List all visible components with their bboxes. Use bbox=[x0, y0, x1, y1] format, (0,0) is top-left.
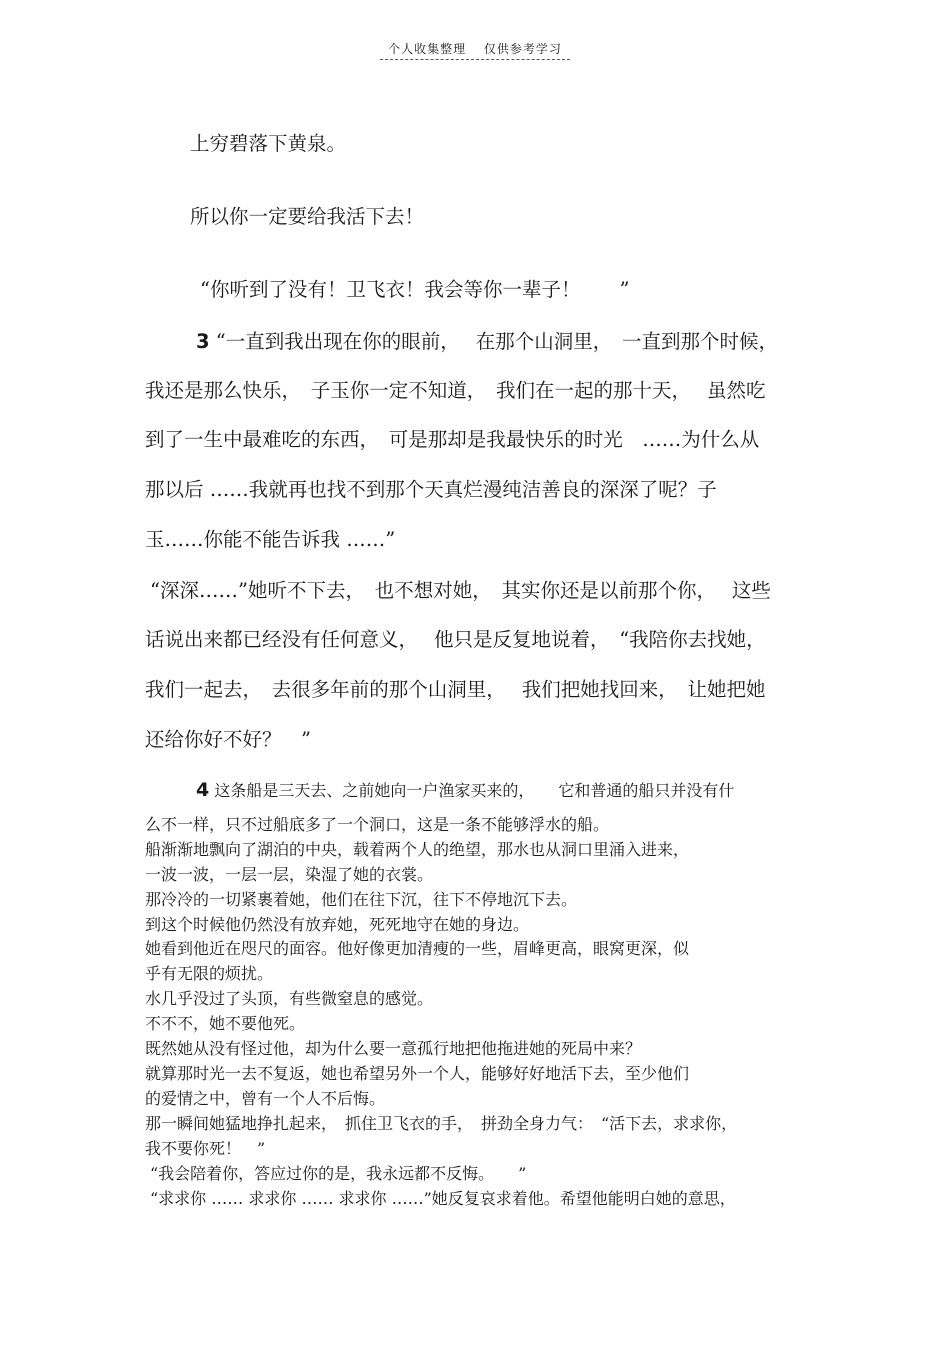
paragraph-line: 那冷冷的一切紧裹着她，他们在往下沉，往下不停地沉下去。 bbox=[145, 890, 578, 909]
paragraph-line: “我会陪着你，答应过你的是，我永远都不反悔。 ” bbox=[150, 1164, 527, 1183]
header-left: 个人收集整理 bbox=[388, 42, 467, 56]
paragraph-line: 她看到他近在咫尺的面容。他好像更加清瘦的一些，眉峰更高，眼窝更深，似 bbox=[145, 939, 690, 958]
paragraph-line: “你听到了没有！卫飞衣！我会等你一辈子！ ” bbox=[200, 278, 630, 301]
paragraph-line: 就算那时光一去不复返，她也希望另外一个人，能够好好地活下去，至少他们 bbox=[145, 1064, 690, 1083]
paragraph-line: 还给你好不好？ ” bbox=[145, 728, 311, 751]
section-number: 3 bbox=[196, 330, 210, 353]
paragraph-line: 我们一起去， 去很多年前的那个山洞里， 我们把她找回来， 让她把她 bbox=[145, 678, 766, 701]
paragraph-line: 的爱情之中，曾有一个人不后悔。 bbox=[145, 1089, 386, 1108]
header-text bbox=[380, 40, 570, 60]
paragraph-line: 乎有无限的烦扰。 bbox=[145, 964, 274, 983]
paragraph-line: 不不不，她不要他死。 bbox=[145, 1014, 306, 1033]
paragraph-line: 所以你一定要给我活下去！ bbox=[190, 205, 425, 228]
page-header bbox=[0, 40, 950, 60]
paragraph-line: 上穷碧落下黄泉。 bbox=[190, 132, 347, 155]
paragraph-line: 到这个时候他仍然没有放弃她，死死地守在她的身边。 bbox=[145, 915, 530, 934]
paragraph-line: “深深……”她听不下去， 也不想对她， 其实你还是以前那个你， 这些 bbox=[150, 579, 771, 602]
paragraph-line: 水几乎没过了头顶，有些微窒息的感觉。 bbox=[145, 989, 434, 1008]
paragraph-line: 到了一生中最难吃的东西， 可是那却是我最快乐的时光 ……为什么从 bbox=[145, 428, 760, 451]
section-3-line bbox=[196, 326, 778, 354]
section-number: 4 bbox=[196, 779, 210, 801]
paragraph-line: 玉……你能不能告诉我 ……” bbox=[145, 528, 396, 551]
paragraph-line: 么不一样，只不过船底多了一个洞口，这是一条不能够浮水的船。 bbox=[145, 815, 610, 834]
paragraph-line: 我还是那么快乐， 子玉你一定不知道， 我们在一起的那十天， 虽然吃 bbox=[145, 379, 766, 402]
paragraph-line: 话说出来都已经没有任何意义， 他只是反复地说着， “我陪你去找她， bbox=[145, 628, 766, 651]
paragraph-line: 船渐渐地飘向了湖泊的中央，载着两个人的绝望，那水也从洞口里涌入进来， bbox=[145, 840, 690, 859]
header-right: 仅供参考学习 bbox=[483, 42, 562, 56]
paragraph-line: 既然她从没有怪过他，却为什么要一意孤行地把他拖进她的死局中来？ bbox=[145, 1039, 642, 1058]
paragraph-line: 这条船是三天去、之前她向一户渔家买来的， 它和普通的船只并没有什 bbox=[214, 781, 735, 800]
paragraph-line: 那以后 ……我就再也找不到那个天真烂漫纯洁善良的深深了呢？子 bbox=[145, 478, 717, 501]
section-4-line bbox=[196, 778, 734, 801]
paragraph-line: 一波一波，一层一层，染湿了她的衣裳。 bbox=[145, 865, 434, 884]
paragraph-line: “一直到我出现在你的眼前， 在那个山洞里， 一直到那个时候， bbox=[215, 330, 778, 353]
paragraph-line: 我不要你死！ ” bbox=[145, 1139, 266, 1158]
paragraph-line: “求求你 …… 求求你 …… 求求你 ……”她反复哀求着他。希望他能明白她的意思， bbox=[150, 1189, 736, 1208]
paragraph-line: 那一瞬间她猛地挣扎起来， 抓住卫飞衣的手， 拼劲全身力气： “活下去，求求你， bbox=[145, 1114, 738, 1133]
